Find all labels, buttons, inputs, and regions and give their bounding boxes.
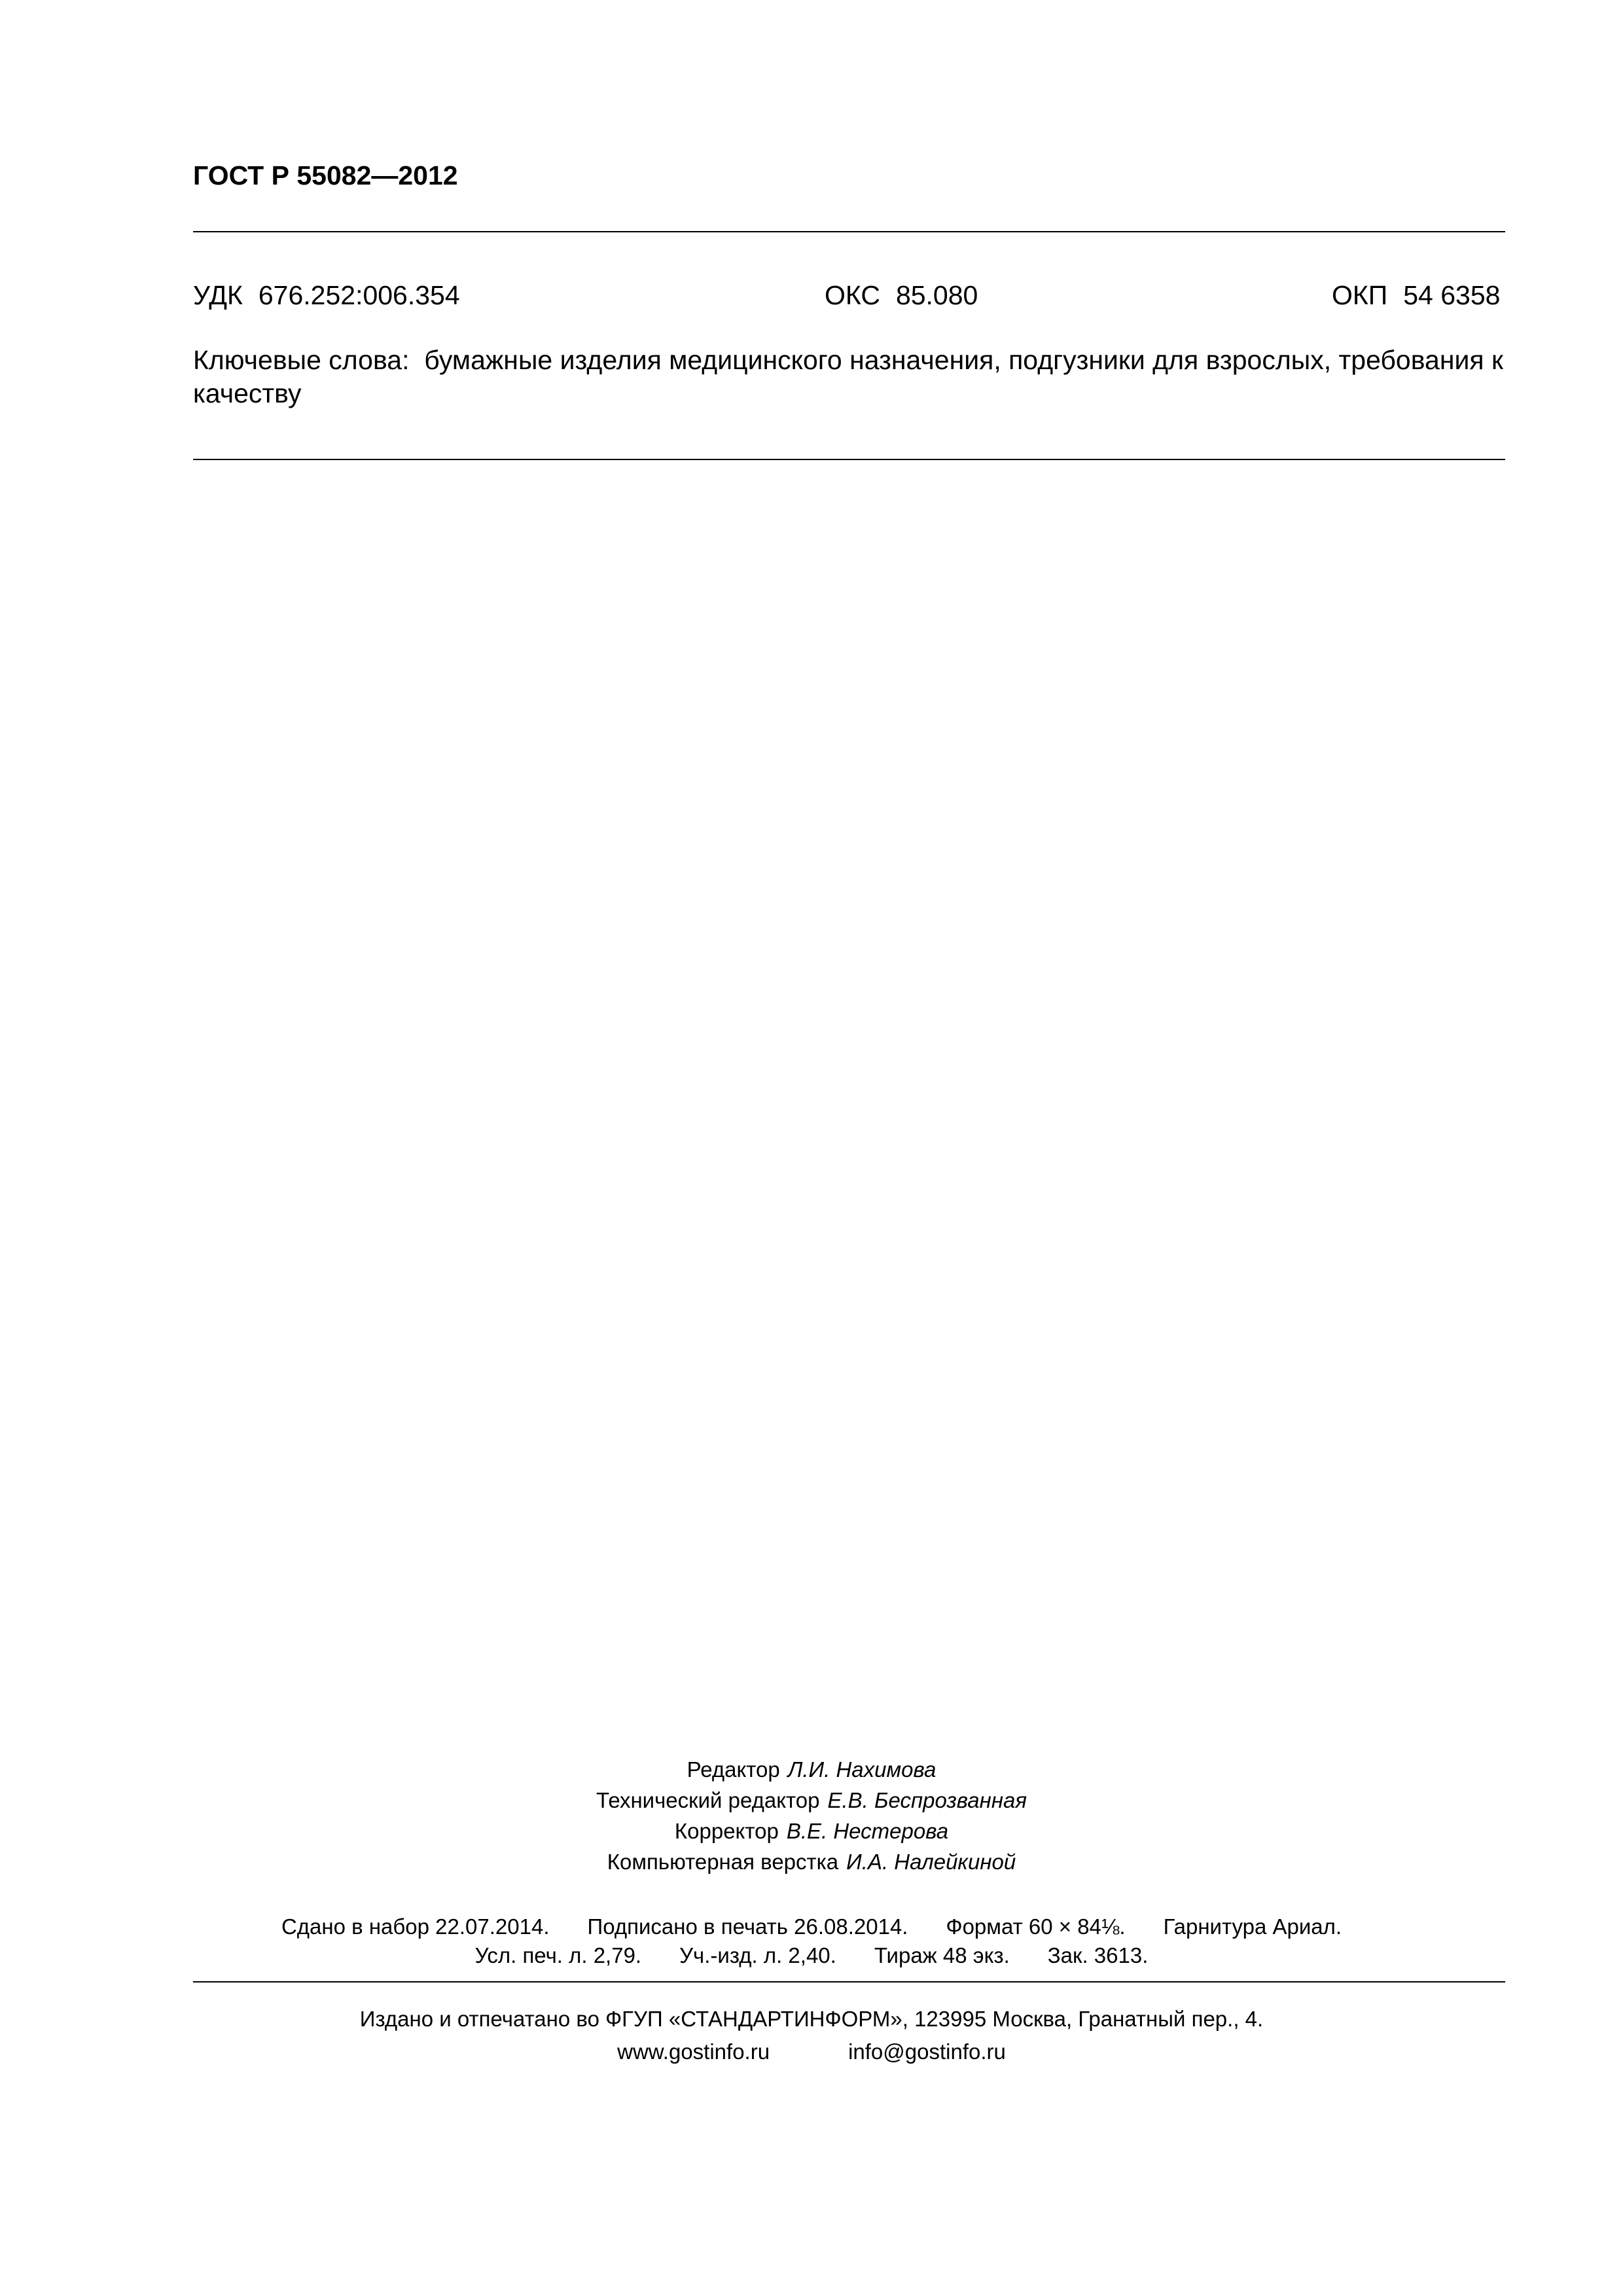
- keywords-paragraph: [193, 344, 1508, 410]
- website-link[interactable]: www.gostinfo.ru: [617, 2039, 770, 2064]
- oks-value: 85.080: [895, 280, 978, 310]
- keywords-label: Ключевые слова:: [193, 345, 410, 375]
- signed-date: Подписано в печать 26.08.2014.: [587, 1914, 908, 1939]
- credit-person: Л.И. Нахимова: [787, 1757, 936, 1782]
- circulation: Тираж 48 экз.: [874, 1943, 1010, 1967]
- publisher-contacts: [0, 2036, 1623, 2068]
- credit-role: Корректор: [674, 1819, 779, 1843]
- okp-value: 54 6358: [1403, 280, 1501, 310]
- keywords-divider: [193, 459, 1505, 460]
- credit-role: Технический редактор: [596, 1788, 820, 1812]
- udk-code: [193, 280, 460, 311]
- publisher-info: [0, 2003, 1623, 2068]
- credit-person: В.Е. Нестерова: [786, 1819, 949, 1843]
- print-sheets: Усл. печ. л. 2,79.: [474, 1943, 642, 1967]
- edit-sheets: Уч.-изд. л. 2,40.: [679, 1943, 836, 1967]
- publisher-address: Издано и отпечатано во ФГУП «СТАНДАРТИНФОРМ», 123995 Москва, Гранатный пер., 4.: [359, 2007, 1264, 2031]
- credit-role: Редактор: [687, 1757, 780, 1782]
- udk-value: 676.252:006.354: [258, 280, 460, 310]
- okp-label: ОКП: [1332, 280, 1388, 310]
- printing-line-1: [0, 1912, 1623, 1941]
- credit-person: И.А. Налейкиной: [846, 1850, 1016, 1874]
- classification-row: [193, 280, 1505, 317]
- printing-line-2: [0, 1941, 1623, 1970]
- email-link[interactable]: info@gostinfo.ru: [848, 2039, 1006, 2064]
- oks-label: ОКС: [825, 280, 880, 310]
- credit-technical-editor: [0, 1785, 1623, 1816]
- typeset-date: Сдано в набор 22.07.2014.: [281, 1914, 550, 1939]
- publisher-divider: [193, 1981, 1505, 1982]
- credit-proofreader: [0, 1816, 1623, 1846]
- okp-code: [1332, 280, 1500, 311]
- typeface: Гарнитура Ариал.: [1163, 1914, 1342, 1939]
- keywords-text: бумажные изделия медицинского назначения, подгузники для взрослых, требования к качеству: [193, 345, 1503, 408]
- oks-code: [825, 280, 978, 311]
- udk-label: УДК: [193, 280, 243, 310]
- order-number: Зак. 3613.: [1047, 1943, 1149, 1967]
- credit-role: Компьютерная верстка: [607, 1850, 839, 1874]
- credit-layout: [0, 1846, 1623, 1877]
- standard-code: ГОСТ Р 55082—2012: [193, 160, 458, 190]
- credit-editor: [0, 1754, 1623, 1785]
- editorial-credits: [0, 1754, 1623, 1877]
- top-divider: [193, 231, 1505, 232]
- credit-person: Е.В. Беспрозванная: [827, 1788, 1027, 1812]
- paper-format: Формат 60 × 84⅛.: [946, 1914, 1126, 1939]
- printing-details: [0, 1912, 1623, 1970]
